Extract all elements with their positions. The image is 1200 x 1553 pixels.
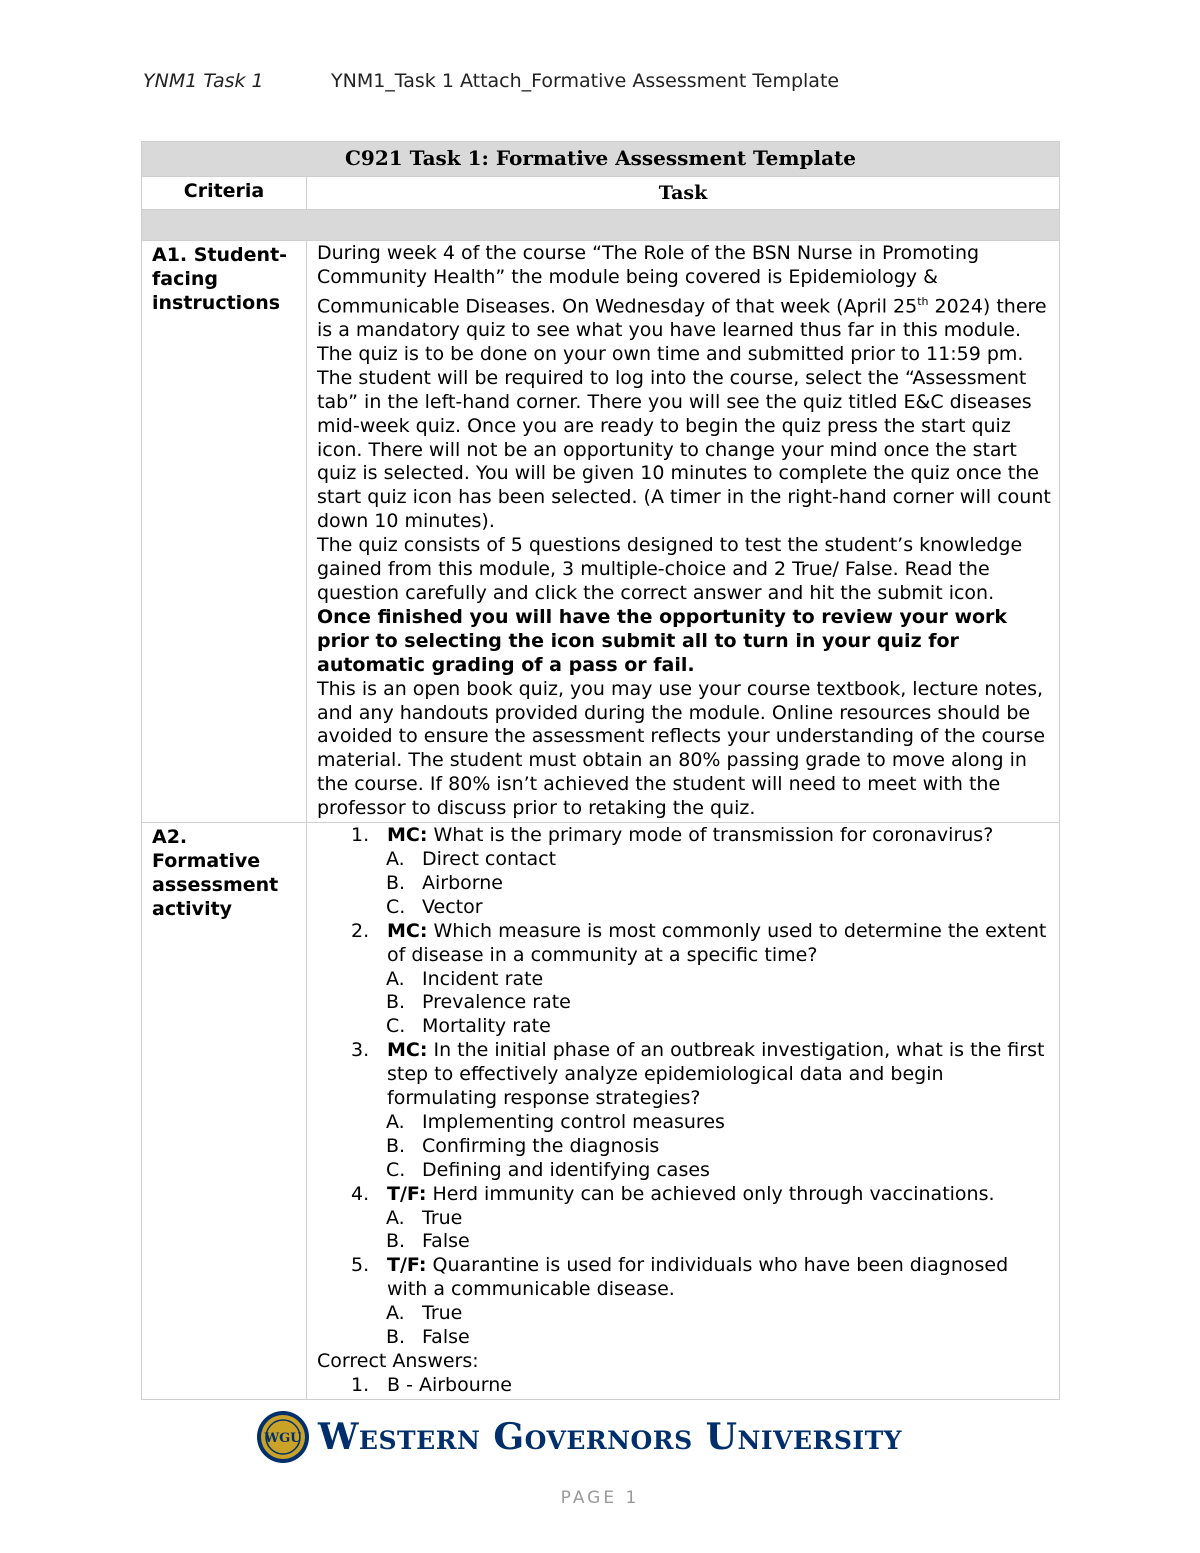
option-text: False: [422, 1230, 470, 1253]
question-number: 5.: [351, 1254, 370, 1277]
answer-option: [317, 1207, 1053, 1231]
header-left: YNM1 Task 1: [143, 70, 264, 92]
option-text: Defining and identifying cases: [422, 1158, 710, 1181]
question-text: Quarantine is used for individuals who have been diagnosed with a communicable disease.: [387, 1254, 1009, 1301]
answer-option: [317, 896, 1053, 920]
answer-number: 1.: [351, 1373, 370, 1396]
table-title: C921 Task 1: Formative Assessment Template: [142, 142, 1060, 177]
page-header: [143, 70, 839, 92]
answer-option: [317, 848, 1053, 872]
question-item: [317, 824, 1053, 848]
answer-option: [317, 1230, 1053, 1254]
option-text: Prevalence rate: [422, 991, 571, 1014]
question-item: [317, 1039, 1053, 1111]
instructions-paragraph-3: Once finished you will have the opportunity to review your work prior to selecting the icon submit all to turn in your quiz for automatic grading of a pass or fail.: [317, 605, 1008, 676]
question-item: [317, 1254, 1053, 1302]
option-text: False: [422, 1326, 470, 1349]
question-item: [317, 920, 1053, 968]
option-letter: B.: [386, 1326, 406, 1349]
answer-option: [317, 968, 1053, 992]
logo-text: Western Governors University: [318, 1416, 903, 1458]
question-type: MC:: [387, 824, 428, 847]
option-letter: C.: [386, 895, 406, 918]
task-header: Task: [307, 177, 1060, 210]
criteria-a2-label: A2. Formative assessment activity: [142, 823, 307, 1400]
question-number: 3.: [351, 1039, 370, 1062]
answer-option: [317, 1015, 1053, 1039]
question-type: MC:: [387, 1039, 428, 1062]
option-letter: B.: [386, 991, 406, 1014]
question-type: T/F:: [387, 1182, 427, 1205]
option-text: True: [422, 1302, 463, 1325]
answer-option: [317, 1111, 1053, 1135]
wgu-wordmark: [318, 1416, 902, 1458]
question-number: 2.: [351, 919, 370, 942]
option-letter: C.: [386, 1158, 406, 1181]
instructions-paragraph-1: During week 4 of the course “The Role of the BSN Nurse in Promoting Community Health” the module being covered is Epidemiology & Communicable Diseases. On Wednesday of that week (April 25th 2024) there is a mandatory quiz to see what you have learned thus far in this module. The quiz is to be done on your own time and submitted prior to 11:59 pm. The student will be required to log into the course, select the “Assessment tab” in the left-hand corner. There you will see the quiz titled E&C diseases mid-week quiz. Once you are ready to begin the quiz press the start quiz icon. There will not be an opportunity to change your mind once the start quiz is selected. You will be given 10 minutes to complete the quiz once the start quiz icon has been selected. (A timer in the right-hand corner will count down 10 minutes).: [317, 242, 1051, 533]
option-text: Direct contact: [422, 847, 557, 870]
question-text: Which measure is most commonly used to determine the extent of disease in a community at a specific time?: [387, 919, 1047, 966]
option-letter: A.: [386, 967, 405, 990]
option-text: Mortality rate: [422, 1015, 551, 1038]
question-text: Herd immunity can be achieved only through vaccinations.: [426, 1182, 995, 1205]
option-text: Confirming the diagnosis: [422, 1134, 660, 1157]
answer-list: [317, 1374, 1053, 1398]
question-number: 1.: [351, 824, 370, 847]
wgu-logo: [256, 1410, 902, 1464]
table-row-a1: [142, 241, 1060, 823]
option-letter: A.: [386, 847, 405, 870]
answer-option: [317, 1302, 1053, 1326]
answer-option: [317, 1135, 1053, 1159]
option-letter: B.: [386, 1134, 406, 1157]
spacer-row: [142, 210, 1060, 241]
seal-monogram: WGU: [264, 1431, 302, 1446]
option-letter: B.: [386, 1230, 406, 1253]
option-text: True: [422, 1206, 463, 1229]
option-letter: A.: [386, 1302, 405, 1325]
page-number: PAGE 1: [560, 1488, 640, 1508]
option-text: Airborne: [422, 871, 503, 894]
answer-option: [317, 1326, 1053, 1350]
answer-option: [317, 872, 1053, 896]
answer-option: [317, 991, 1053, 1015]
answers-label: Correct Answers:: [317, 1350, 479, 1373]
option-text: Incident rate: [422, 967, 544, 990]
criteria-header: Criteria: [142, 177, 307, 210]
answer-text: B - Airbourne: [387, 1373, 512, 1396]
instructions-paragraph-2: The quiz consists of 5 questions designed to test the student’s knowledge gained from this module, 3 multiple-choice and 2 True/ False. Read the question carefully and click the correct answer and hit the submit icon.: [317, 534, 1023, 605]
task-a2-activity: [307, 823, 1060, 1400]
wgu-seal-icon: [256, 1410, 310, 1464]
option-letter: A.: [386, 1206, 405, 1229]
correct-answer-item: [317, 1374, 1053, 1398]
answer-option: [317, 1159, 1053, 1183]
question-item: [317, 1183, 1053, 1207]
question-text: What is the primary mode of transmission for coronavirus?: [427, 824, 994, 847]
criteria-a1-label: A1. Student-facing instructions: [142, 241, 307, 823]
question-type: MC:: [387, 919, 428, 942]
question-list: [317, 824, 1053, 1350]
option-text: Vector: [422, 895, 483, 918]
question-number: 4.: [351, 1182, 370, 1205]
option-letter: C.: [386, 1015, 406, 1038]
task-a1-instructions: [307, 241, 1060, 823]
option-text: Implementing control measures: [422, 1110, 725, 1133]
option-letter: B.: [386, 871, 406, 894]
question-type: T/F:: [387, 1254, 427, 1277]
option-letter: A.: [386, 1110, 405, 1133]
assessment-table: [141, 141, 1060, 1400]
instructions-paragraph-4: This is an open book quiz, you may use your course textbook, lecture notes, and any handouts provided during the module. Online resources should be avoided to ensure the assessment reflects your understanding of the course material. The student must obtain an 80% passing grade to move along in the course. If 80% isn’t achieved the student will need to meet with the professor to discuss prior to retaking the quiz.: [317, 677, 1046, 820]
question-text: In the initial phase of an outbreak investigation, what is the first step to effectively analyze epidemiological data and begin formulating response strategies?: [387, 1039, 1045, 1110]
header-right: YNM1_Task 1 Attach_Formative Assessment Template: [331, 70, 840, 92]
table-row-a2: [142, 823, 1060, 1400]
